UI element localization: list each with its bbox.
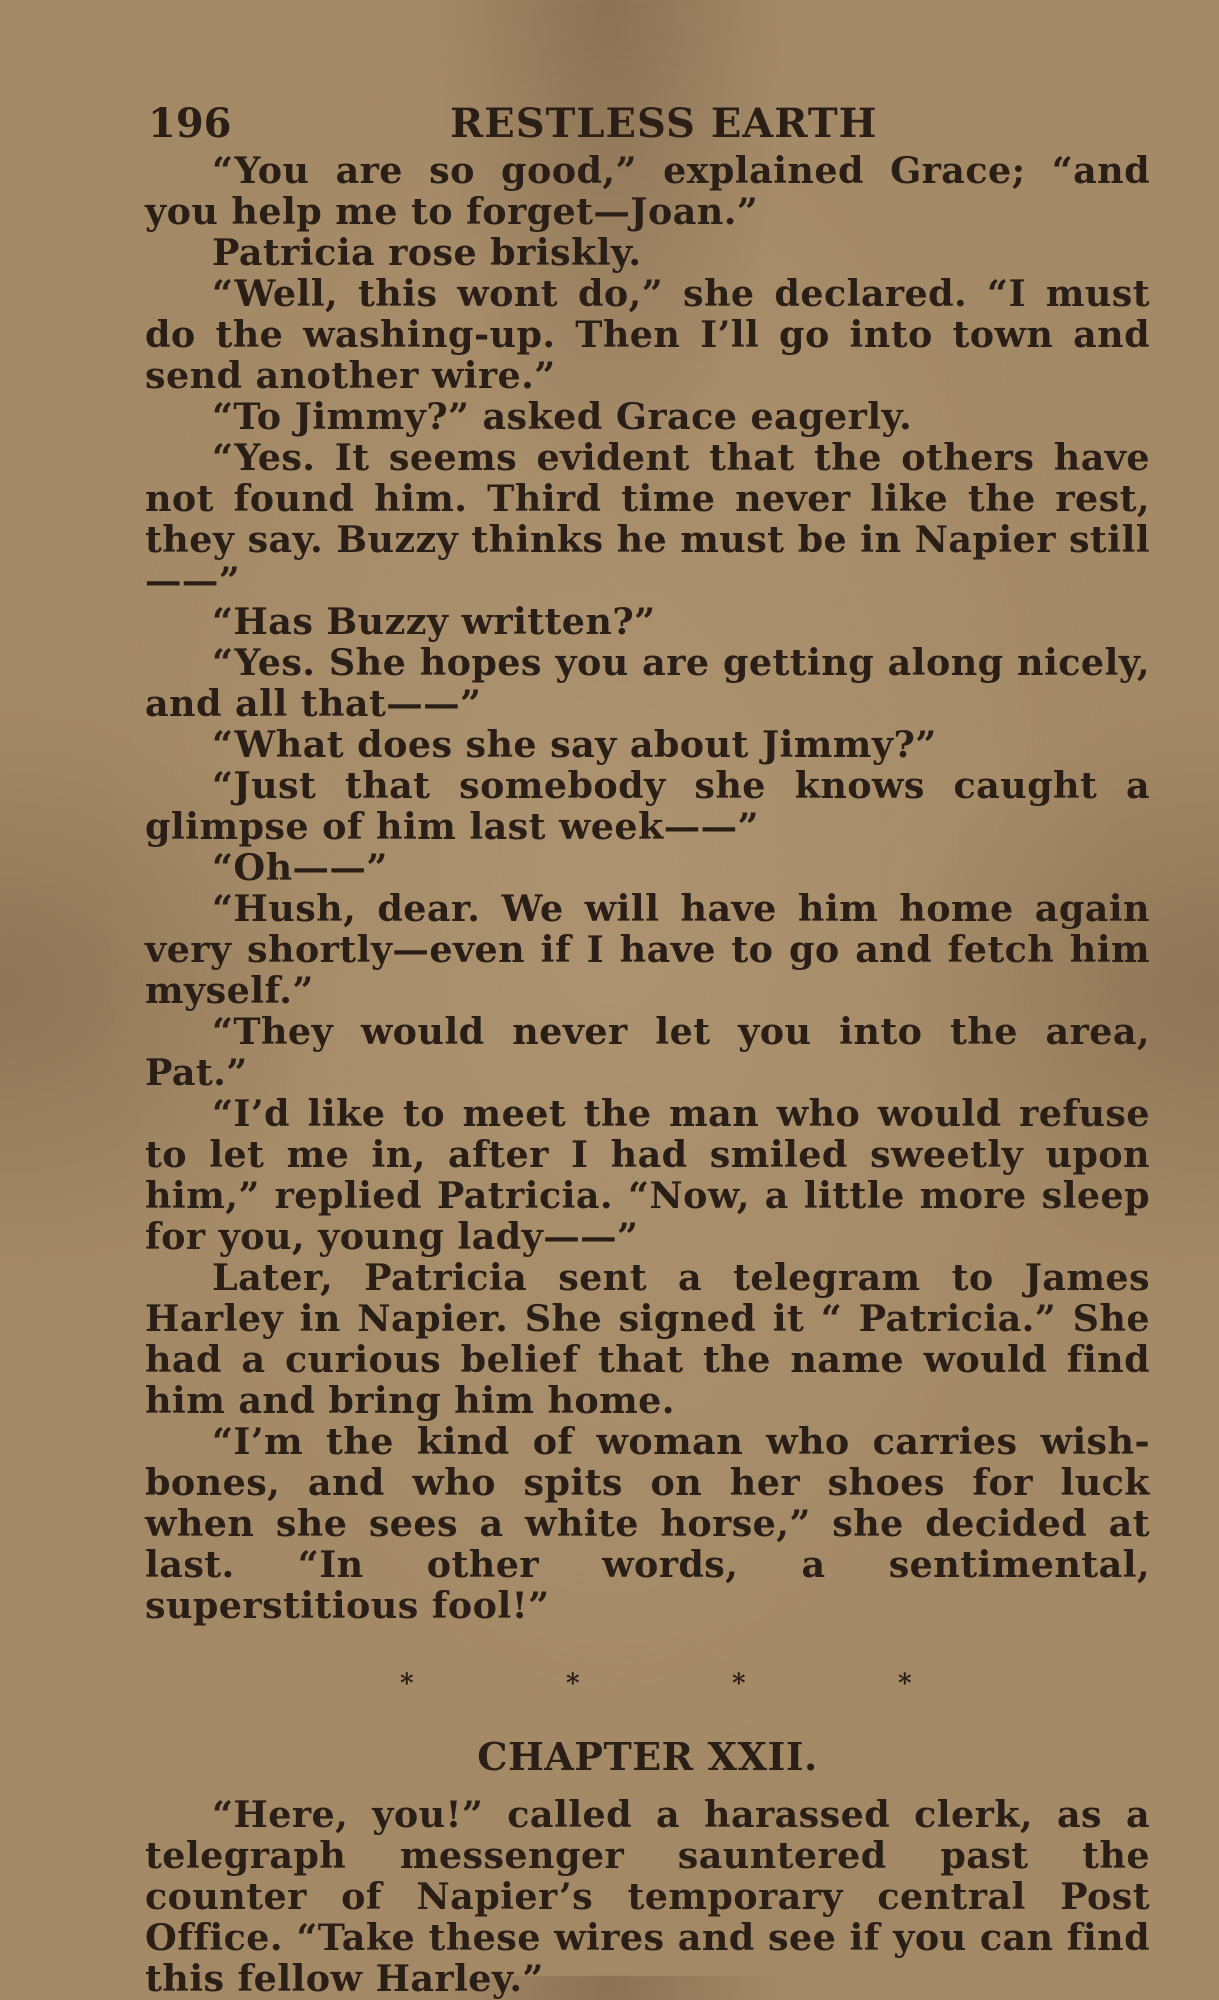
paragraph: “Here, you!” called a harassed clerk, as a telegraph messenger sauntered past the counter of Napier’s temporary central Post Office. “Take these wires and see if you can find this fellow Harley.”: [145, 1793, 1150, 2000]
paragraph: “Well, this wont do,” she declared. “I must do the washing-up. Then I’ll go into town and send another wire.”: [145, 272, 1150, 397]
body-text: [145, 150, 1150, 1626]
section-break-star: *: [732, 1669, 746, 1699]
section-break: [145, 1649, 1155, 1734]
page-header: [145, 98, 1155, 150]
paragraph: “Just that somebody she knows caught a glimpse of him last week——”: [145, 764, 1150, 848]
paragraph: “I’m the kind of woman who carries wish-bones, and who spits on her shoes for luck when she sees a white horse,” she decided at last. “In other words, a sentimental, superstitious fool!”: [145, 1420, 1150, 1627]
chapter-body-text: [145, 1794, 1150, 1999]
paragraph: “Yes. She hopes you are getting along nicely, and all that——”: [145, 641, 1150, 725]
running-title: RESTLESS EARTH: [450, 100, 878, 147]
section-break-star: *: [400, 1669, 414, 1699]
book-page: [145, 98, 1155, 1999]
paragraph: “Hush, dear. We will have him home again very shortly—even if I have to go and fetch him myself.”: [145, 887, 1150, 1012]
paragraph: “What does she say about Jimmy?”: [212, 723, 937, 766]
section-break-star: *: [898, 1669, 912, 1699]
paragraph: “Oh——”: [212, 846, 388, 889]
paragraph: “I’d like to meet the man who would refuse to let me in, after I had smiled sweetly upon him,” replied Patricia. “Now, a little more sleep for you, young lady——”: [145, 1092, 1150, 1258]
paragraph: “You are so good,” explained Grace; “and you help me to forget—Joan.”: [145, 149, 1150, 233]
chapter-heading: CHAPTER XXII.: [477, 1734, 818, 1779]
section-break-star: *: [566, 1669, 580, 1699]
paragraph: “Has Buzzy written?”: [212, 600, 656, 643]
paragraph: “They would never let you into the area, Pat.”: [145, 1010, 1150, 1094]
paragraph: “To Jimmy?” asked Grace eagerly.: [212, 395, 913, 438]
paragraph: Later, Patricia sent a telegram to James Harley in Napier. She signed it “ Patricia.” She had a curious belief that the name would find him and bring him home.: [145, 1256, 1150, 1422]
page-number: 196: [148, 100, 232, 147]
paragraph: Patricia rose briskly.: [212, 231, 642, 274]
paragraph: “Yes. It seems evident that the others have not found him. Third time never like the rest, they say. Buzzy thinks he must be in Napier still——”: [145, 436, 1150, 602]
